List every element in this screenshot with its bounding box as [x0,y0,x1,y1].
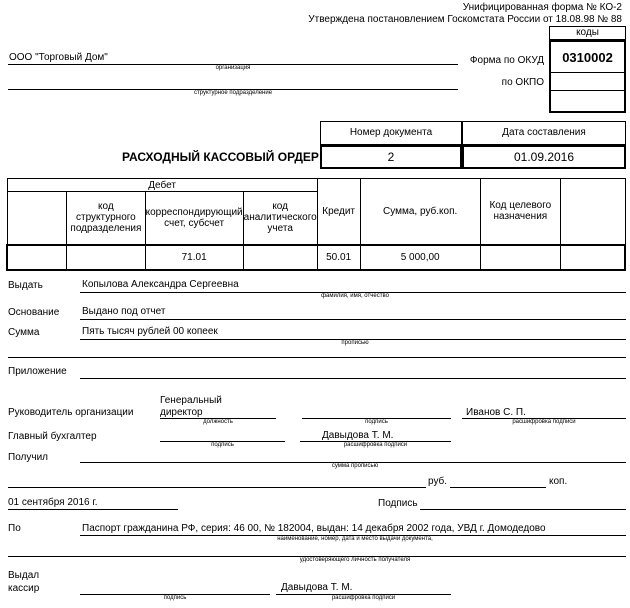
debet-blank-header [7,192,67,245]
cell-target [480,245,560,270]
chief-name: Давыдова Т. М. [322,430,394,441]
rub-label: руб. [428,476,448,487]
cell-anal [243,245,317,270]
received-caption: сумма прописью [331,463,379,469]
cell-struct [67,245,145,270]
corr-account-header: корреспондирующий счет, субсчет [145,192,243,245]
signature-label: Подпись [378,498,418,509]
cell-extra [560,245,625,270]
okud-value: 0310002 [562,50,613,65]
sum-caption: прописью [341,340,369,346]
date-line [8,509,178,510]
analytic-code-header: код аналитического учета [243,192,317,245]
cashier-name-caption: расшифровка подписи [331,595,396,601]
sum-value: Пять тысяч рублей 00 копеек [82,326,218,337]
form-number: Унифицированная форма № КО-2 [462,2,622,13]
sum-label: Сумма [8,327,40,338]
identity-caption: удостоверяющего личность получателя [299,557,411,563]
doc-number-cell: 2 [320,145,462,169]
doc-date-cell: 01.09.2016 [462,145,626,169]
sum-header: Сумма, руб.коп. [360,179,480,245]
codes-header: коды [549,26,626,40]
okud-label: Форма по ОКУД [469,55,544,66]
codes-divider-2 [549,90,626,91]
head-name-caption: расшифровка подписи [512,419,576,425]
okpo-label: по ОКПО [501,77,544,88]
passport-caption: наименование, номер, дата и место выдачи документа, [277,536,433,542]
passport-value: Паспорт гражданина РФ, серия: 46 00, № 182004, выдан: 14 декабря 2002 года, УВД г. Домодедово [82,523,546,534]
subdivision-caption: структурное подразделение [193,90,273,96]
debet-header: Дебет [7,179,317,192]
cell-sum: 5 000,00 [360,245,480,270]
issue-caption: фамилия, имя, отчество [321,293,389,299]
doc-date-header: Дата составления [462,121,626,145]
issue-label: Выдать [8,280,43,291]
date-value: 01 сентября 2016 г. [8,497,98,508]
approval-line: Утверждена постановлением Госкомстата России от 18.08.98 № 88 [308,14,622,25]
head-signature-caption: подпись [365,419,388,425]
cell-credit: 50.01 [317,245,360,270]
document-title: РАСХОДНЫЙ КАССОВЫЙ ОРДЕР [122,150,319,164]
head-position-caption: должность [203,419,233,425]
basis-label: Основание [8,307,60,318]
signature-line [420,509,626,510]
struct-code-header: код структурного подразделения [67,192,145,245]
cell-corr: 71.01 [145,245,243,270]
kop-line [450,487,546,488]
basis-value: Выдано под отчет [82,306,166,317]
by-label: По [8,523,21,534]
attachment-label: Приложение [8,366,67,377]
basis-line [80,319,626,320]
head-position: Генеральный директор [160,395,222,418]
head-name: Иванов С. П. [466,407,526,418]
organization-name: ООО "Торговый Дом" [9,52,108,63]
target-code-header: Код целевого назначения [480,179,560,245]
doc-number-header: Номер документа [320,121,462,145]
kop-label: коп. [549,476,568,487]
extra-header [560,179,625,245]
cashier-label: Выдал кассир [8,570,40,594]
head-label: Руководитель организации [8,407,134,418]
received-sum-line [8,487,426,488]
accounting-table [6,178,626,271]
credit-header: Кредит [317,179,360,245]
codes-divider-1 [549,72,626,73]
cashier-name: Давыдова Т. М. [281,582,353,593]
sum-line-2 [8,357,626,358]
attachment-line [80,378,626,379]
issue-value: Копылова Александра Сергеевна [82,279,239,290]
table-row [7,245,625,270]
chief-signature-caption: подпись [211,442,234,448]
cashier-signature-caption: подпись [163,595,187,601]
cell-blank [7,245,67,270]
organization-caption: организация [215,65,251,71]
received-label: Получил [8,452,48,463]
chief-name-caption: расшифровка подписи [343,442,408,448]
chief-label: Главный бухгалтер [8,431,97,442]
